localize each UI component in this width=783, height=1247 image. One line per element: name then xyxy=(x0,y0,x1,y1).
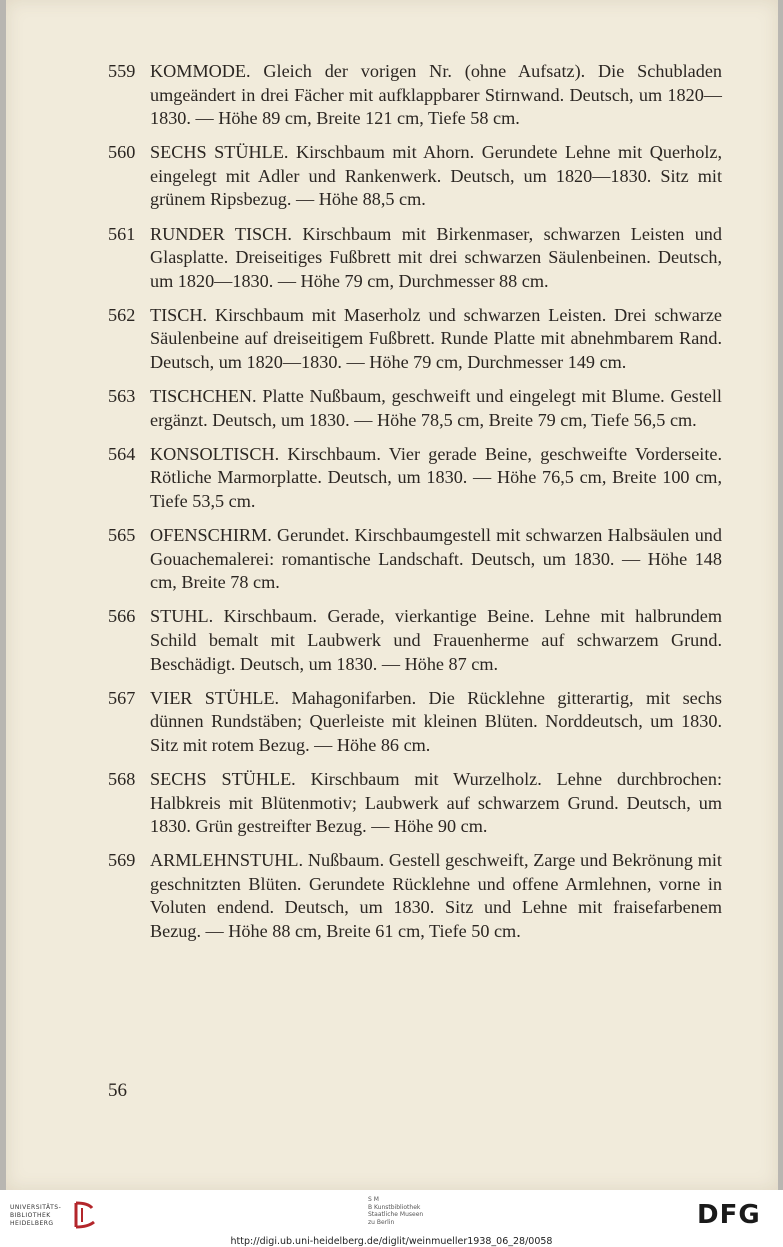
catalog-entry xyxy=(108,849,722,943)
page-number: 56 xyxy=(108,1080,127,1101)
entry-text: RUNDER TISCH. Kirschbaum mit Birkenmaser, schwarzen Leisten und Glasplatte. Dreiseitiges Fußbrett mit drei schwarzen Säulenbeinen. Deutsch, um 1820—1830. — Höhe 79 cm, Durchmesser 88 cm. xyxy=(150,223,722,291)
catalog-entry xyxy=(108,304,722,375)
entry-number: 560 xyxy=(108,142,136,163)
catalog-entry xyxy=(108,141,722,212)
catalog-entry xyxy=(108,443,722,514)
entry-text: SECHS STÜHLE. Kirschbaum mit Wurzelholz. Lehne durchbrochen: Halbkreis mit Blütenmotiv; Laubwerk auf schwarzem Grund. Deutsch, um 1830. Grün gestreifter Bezug. — Höhe 90 cm. xyxy=(150,768,722,837)
entry-number: 565 xyxy=(108,525,136,546)
entry-number: 564 xyxy=(108,443,136,464)
entry-text: TISCH. Kirschbaum mit Maserholz und schwarzen Leisten. Drei schwarze Säulenbeine auf dreiseitigem Fußbrett. Runde Platte mit abnehmbarem Rand. Deutsch, um 1820—1830. — Höhe 79 cm, Durchmesser 149 cm. xyxy=(150,304,722,373)
entry-text: TISCHCHEN. Platte Nußbaum, geschweift und eingelegt mit Blume. Gestell ergänzt. Deutsch, um 1830. — Höhe 78,5 cm, Breite 79 cm, Tiefe 56,5 cm. xyxy=(150,386,722,430)
entry-number: 561 xyxy=(108,223,136,244)
entry-text: KONSOLTISCH. Kirschbaum. Vier gerade Beine, geschweifte Vorderseite. Rötliche Marmorplatte. Deutsch, um 1830. — Höhe 76,5 cm, Breite 100 cm, Tiefe 53,5 cm. xyxy=(150,443,722,511)
source-url[interactable]: http://digi.ub.uni-heidelberg.de/diglit/weinmueller1938_06_28/0058 xyxy=(230,1236,553,1247)
scanned-page xyxy=(6,0,778,1190)
catalog-entry xyxy=(108,524,722,595)
entry-number: 563 xyxy=(108,386,136,407)
entry-text: OFENSCHIRM. Gerundet. Kirschbaumgestell mit schwarzen Halbsäulen und Gouachemalerei: romantische Landschaft. Deutsch, um 1830. — Höhe 148 cm, Breite 78 cm. xyxy=(150,525,722,593)
entry-number: 559 xyxy=(108,61,136,81)
museum-credit: S M B Kunstbibliothek Staatliche Museen zu Berlin xyxy=(368,1196,424,1226)
catalog-entry xyxy=(108,768,722,839)
entry-number: 567 xyxy=(108,687,136,708)
catalog-entry xyxy=(108,385,722,432)
catalog-entry xyxy=(108,60,722,131)
entry-number: 562 xyxy=(108,304,136,325)
entry-text: ARMLEHNSTUHL. Nußbaum. Gestell geschweift, Zarge und Bekrönung mit geschnitzten Blüten. Gerundete Rücklehne und offene Armlehnen, vorne in Voluten endend. Deutsch, um 1830. Sitz und Lehne mit fraisefarbenem Bezug. — Höhe 88 cm, Breite 61 cm, Tiefe 50 cm. xyxy=(150,850,722,941)
entry-number: 568 xyxy=(108,768,136,789)
catalog-entry xyxy=(108,605,722,676)
university-mark-icon xyxy=(72,1200,98,1230)
dfg-logo[interactable]: DFG xyxy=(697,1200,761,1230)
entry-text: KOMMODE. Gleich der vorigen Nr. (ohne Aufsatz). Die Schubladen umgeändert in drei Fächer mit aufklappbarer Stirnwand. Deutsch, um 1820—1830. — Höhe 89 cm, Breite 121 cm, Tiefe 58 cm. xyxy=(150,61,722,129)
university-library-name: UNIVERSITÄTS- BIBLIOTHEK HEIDELBERG xyxy=(10,1204,62,1227)
entry-text: SECHS STÜHLE. Kirschbaum mit Ahorn. Gerundete Lehne mit Querholz, eingelegt mit Adler und Rankenwerk. Deutsch, um 1820—1830. Sitz mit grünem Ripsbezug. — Höhe 88,5 cm. xyxy=(150,142,722,210)
catalog-entries xyxy=(108,60,722,954)
entry-number: 569 xyxy=(108,850,136,871)
entry-number: 566 xyxy=(108,606,136,627)
entry-text: VIER STÜHLE. Mahagonifarben. Die Rücklehne gitterartig, mit sechs dünnen Rundstäben; Querleiste mit kleinen Blüten. Norddeutsch, um 1830. Sitz mit rotem Bezug. — Höhe 86 cm. xyxy=(150,687,722,755)
catalog-entry xyxy=(108,687,722,758)
university-library-logo[interactable] xyxy=(10,1198,98,1230)
catalog-entry xyxy=(108,223,722,294)
entry-text: STUHL. Kirschbaum. Gerade, vierkantige Beine. Lehne mit halbrundem Schild bemalt mit Laubwerk und Frauenherme auf schwarzem Grund. Beschädigt. Deutsch, um 1830. — Höhe 87 cm. xyxy=(150,606,722,674)
